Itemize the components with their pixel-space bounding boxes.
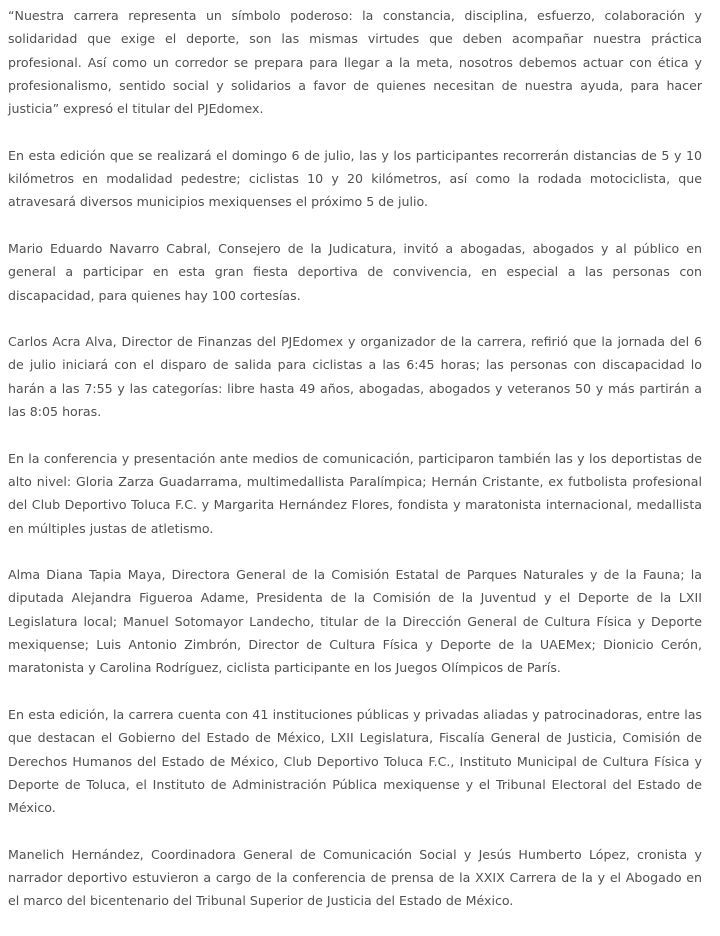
article-paragraph-1: “Nuestra carrera representa un símbolo poderoso: la constancia, disciplina, esfuerzo, colaboración y solidaridad que exige el deporte, son las mismas virtudes que deben acompañar nuestra práctica profesional. Así como un corredor se prepara para llegar a la meta, nosotros debemos actuar con ética y profesionalismo, sentido social y solidarios a favor de quienes necesitan de nuestra ayuda, para hacer justicia” expresó el titular del PJEdomex. [8,8,702,117]
article-paragraph-2: En esta edición que se realizará el domingo 6 de julio, las y los participantes recorrerán distancias de 5 y 10 kilómetros en modalidad pedestre; ciclistas 10 y 20 kilómetros, así como la rodada motociclista, que atravesará diversos municipios mexiquenses el próximo 5 de julio. [8,147,702,210]
article-paragraph-7: En esta edición, la carrera cuenta con 41 instituciones públicas y privadas aliadas y patrocinadoras, entre las que destacan el Gobierno del Estado de México, LXII Legislatura, Fiscalía General de Justicia, Comisión de Derechos Humanos del Estado de México, Club Deportivo Toluca F.C., Instituto Municipal de Cultura Física y Deporte de Toluca, el Instituto de Administración Pública mexiquense y el Tribunal Electoral del Estado de México. [8,706,702,816]
article-paragraph-6: Alma Diana Tapia Maya, Directora General de la Comisión Estatal de Parques Naturales y de la Fauna; la diputada Alejandra Figueroa Adame, Presidenta de la Comisión de la Juventud y el Deporte de la LXII Legislatura local; Manuel Sotomayor Landecho, titular de la Dirección General de Cultura Física y Deporte mexiquense; Luis Antonio Zimbrón, Director de Cultura Física y Deporte de la UAEMex; Dionicio Cerón, maratonista y Carolina Rodríguez, ciclista participante en los Juegos Olímpicos de París. [8,567,702,676]
article-paragraph-8: Manelich Hernández, Coordinadora General de Comunicación Social y Jesús Humberto López, cronista y narrador deportivo estuvieron a cargo de la conferencia de prensa de la XXIX Carrera de la y el Abogado en el marco del bicentenario del Tribunal Superior de Justicia del Estado de México. [8,846,702,909]
article-paragraph-5: En la conferencia y presentación ante medios de comunicación, participaron también las y los deportistas de alto nivel: Gloria Zarza Guadarrama, multimedallista Paralímpica; Hernán Cristante, ex futbolista profesional del Club Deportivo Toluca F.C. y Margarita Hernández Flores, fondista y maratonista internacional, medallista en múltiples justas de atletismo. [8,450,702,536]
article-paragraph-4: Carlos Acra Alva, Director de Finanzas del PJEdomex y organizador de la carrera, refirió que la jornada del 6 de julio iniciará con el disparo de salida para ciclistas a las 6:45 horas; las personas con discapacidad lo harán a las 7:55 y las categorías: libre hasta 49 años, abogadas, abogados y veteranos 50 y más partirán a las 8:05 horas. [8,334,702,420]
article-body [8,4,702,936]
article-paragraph-3: Mario Eduardo Navarro Cabral, Consejero de la Judicatura, invitó a abogadas, abogados y al público en general a participar en esta gran fiesta deportiva de convivencia, en especial a las personas con discapacidad, para quienes hay 100 cortesías. [8,240,702,303]
